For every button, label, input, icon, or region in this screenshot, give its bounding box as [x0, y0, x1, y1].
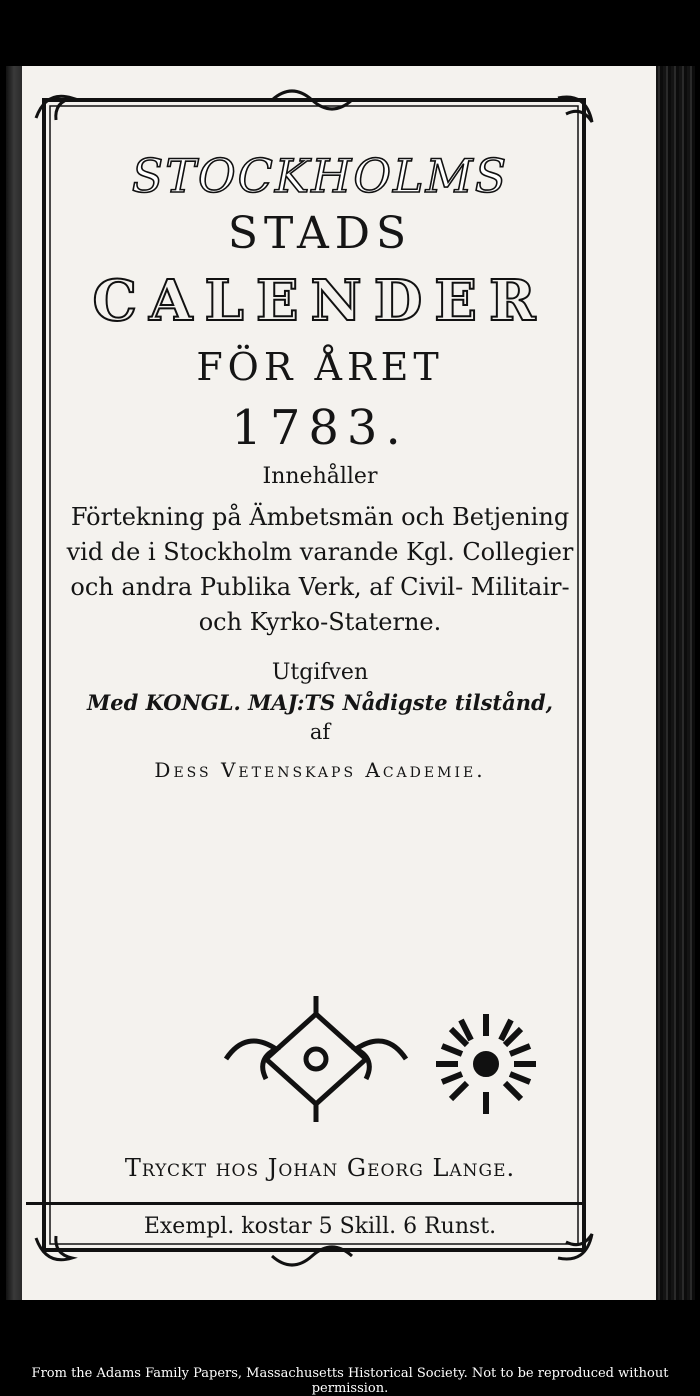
printer-line: Tryckt hos Johan Georg Lange. [124, 1154, 516, 1182]
subtitle-innehaller: Innehåller [262, 464, 378, 489]
title-page [22, 66, 656, 1300]
by-label: af [309, 720, 331, 744]
ink-stamp-icon [436, 1014, 536, 1114]
published-label: Utgifven [271, 660, 369, 685]
title-stockholms: STOCKHOLMS [131, 149, 509, 203]
description-text: Förtekning på Ämbetsmän och Betjening vid de i Stockholm varande Kgl. Collegier och andra Publika Verk, af Civil- Militair- och Kyrko-Staterne. [66, 503, 574, 636]
price-line: Exempl. kostar 5 Skill. 6 Runst. [143, 1214, 497, 1239]
title-stads: STADS [227, 208, 413, 259]
title-content [46, 134, 594, 1239]
title-calender: CALENDER [92, 268, 548, 334]
divider-rule [26, 1202, 586, 1205]
royal-privilege: Med KONGL. MAJ:TS Nådigste tilstånd, [87, 690, 553, 715]
archive-caption: From the Adams Family Papers, Massachusetts Historical Society. Not to be reproduced without permission. [31, 1366, 669, 1396]
book-page-edges [655, 66, 695, 1300]
title-year: 1783. [231, 400, 409, 456]
title-for-aret: FÖR ÅRET [196, 345, 444, 389]
academy-name: Dess Vetenskaps Academie. [154, 758, 486, 782]
printer-ornaments [46, 984, 594, 1134]
vignette-ornament-icon [226, 996, 406, 1122]
